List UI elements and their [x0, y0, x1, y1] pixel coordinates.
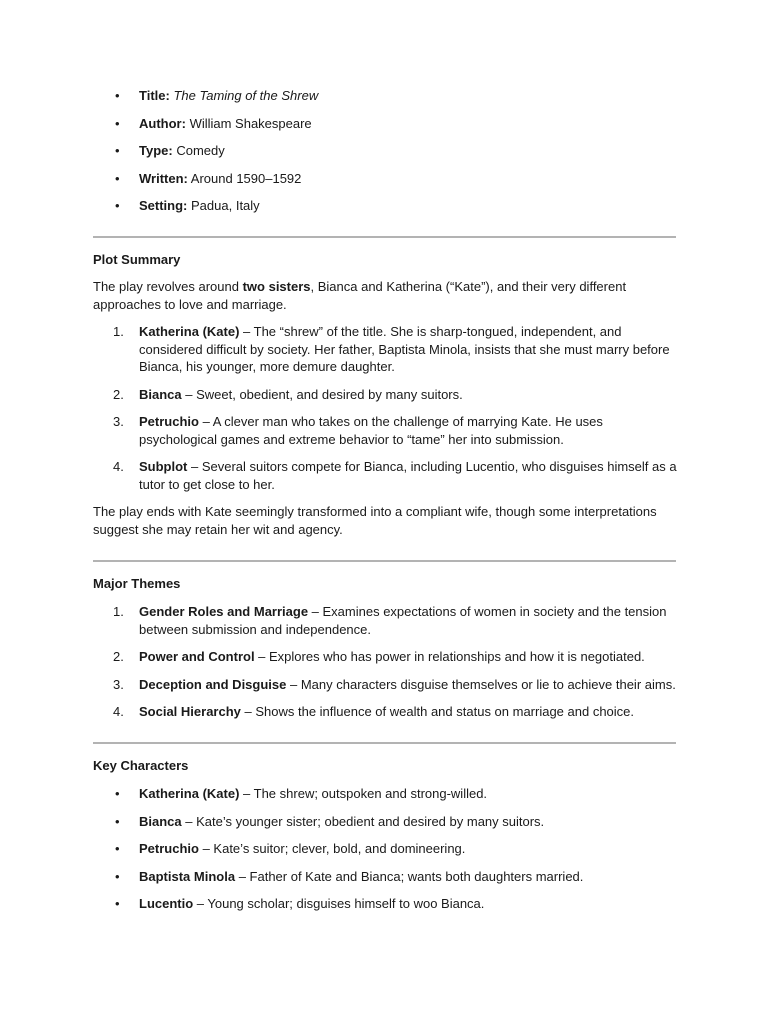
divider	[93, 742, 676, 744]
info-label: Author:	[139, 115, 186, 131]
plot-item	[113, 323, 679, 376]
item-desc: – Explores who has power in relationships and how it is negotiated.	[254, 649, 645, 664]
character-name: Bianca	[139, 813, 182, 829]
section-heading-characters: Key Characters	[93, 758, 189, 773]
character-name: Baptista Minola	[139, 868, 236, 884]
plot-intro	[93, 278, 676, 313]
divider	[93, 560, 676, 562]
character-item	[139, 840, 583, 868]
item-desc: – Examines expectations of women in society and the tension between submission and independence.	[139, 604, 667, 637]
item-desc: – Several suitors compete for Bianca, including Lucentio, who disguises himself as a tutor to get close to her.	[139, 459, 677, 492]
info-item-type	[139, 142, 318, 170]
plot-item	[113, 413, 679, 448]
info-label: Setting:	[139, 198, 188, 214]
character-name: Lucentio	[139, 896, 194, 912]
item-number: 1.	[113, 324, 124, 339]
item-number: 1.	[113, 604, 124, 619]
item-term: Bianca	[139, 387, 182, 402]
section-heading-plot: Plot Summary	[93, 252, 181, 267]
info-label: Type:	[139, 143, 173, 159]
character-item	[139, 868, 583, 896]
item-term: Gender Roles and Marriage	[139, 604, 309, 619]
item-term: Katherina (Kate)	[139, 324, 240, 339]
item-number: 4.	[113, 459, 124, 474]
character-desc: – The shrew; outspoken and strong-willed.	[239, 786, 488, 801]
item-term: Social Hierarchy	[139, 704, 241, 719]
item-desc: – A clever man who takes on the challenge of marrying Kate. He uses psychological games and extreme behavior to “tame” her into submission.	[139, 414, 603, 447]
character-desc: – Young scholar; disguises himself to woo Bianca.	[193, 896, 485, 912]
info-item-written	[139, 170, 318, 198]
plot-ending: The play ends with Kate seemingly transformed into a compliant wife, though some interpretations suggest she may retain her wit and agency.	[93, 504, 657, 537]
theme-item	[113, 603, 679, 638]
item-number: 3.	[113, 677, 124, 692]
info-value: Padua, Italy	[191, 198, 260, 214]
plot-intro-bold: two sisters	[242, 279, 311, 294]
character-name: Petruchio	[139, 841, 199, 857]
divider	[93, 236, 676, 238]
item-desc: – Sweet, obedient, and desired by many suitors.	[181, 387, 463, 402]
plot-intro-text: The play revolves around	[93, 279, 243, 294]
info-value: Comedy	[176, 143, 225, 159]
info-list	[139, 87, 318, 225]
item-number: 3.	[113, 414, 124, 429]
item-number: 4.	[113, 704, 124, 719]
info-value: The Taming of the Shrew	[173, 88, 319, 103]
plot-item	[113, 458, 679, 493]
info-label: Title:	[139, 88, 170, 103]
info-item-setting	[139, 197, 318, 225]
section-heading-themes: Major Themes	[93, 576, 181, 591]
character-name: Katherina (Kate)	[139, 786, 240, 801]
plot-intro-text: , Bianca and Katherina (“Kate”), and their very different approaches to love and marriage.	[93, 279, 627, 312]
info-item-author	[139, 115, 318, 143]
info-value: William Shakespeare	[189, 115, 312, 131]
item-number: 2.	[113, 649, 124, 664]
theme-item	[113, 703, 679, 721]
item-desc: – The “shrew” of the title. She is sharp-tongued, independent, and considered difficult by society. Her father, Baptista Minola, insists that she must marry before Bianca, his younger, more demure daughter.	[139, 324, 670, 374]
character-desc: – Kate’s suitor; clever, bold, and domineering.	[198, 841, 466, 857]
item-term: Power and Control	[139, 649, 255, 664]
theme-item	[113, 676, 679, 694]
characters-list	[139, 785, 583, 923]
plot-item	[113, 386, 679, 404]
info-item-title	[139, 87, 318, 115]
character-item	[139, 895, 583, 923]
item-desc: – Shows the influence of wealth and status on marriage and choice.	[240, 704, 635, 719]
theme-item	[113, 648, 679, 666]
item-term: Subplot	[139, 459, 188, 474]
info-value: Around 1590–1592	[190, 170, 302, 186]
character-item	[139, 785, 583, 813]
item-term: Deception and Disguise	[139, 677, 287, 692]
item-desc: – Many characters disguise themselves or lie to achieve their aims.	[286, 677, 676, 692]
info-label: Written:	[139, 170, 188, 186]
item-number: 2.	[113, 387, 124, 402]
character-item	[139, 813, 583, 841]
character-desc: – Kate’s younger sister; obedient and desired by many suitors.	[181, 813, 545, 829]
item-term: Petruchio	[139, 414, 199, 429]
character-desc: – Father of Kate and Bianca; wants both daughters married.	[235, 868, 584, 884]
